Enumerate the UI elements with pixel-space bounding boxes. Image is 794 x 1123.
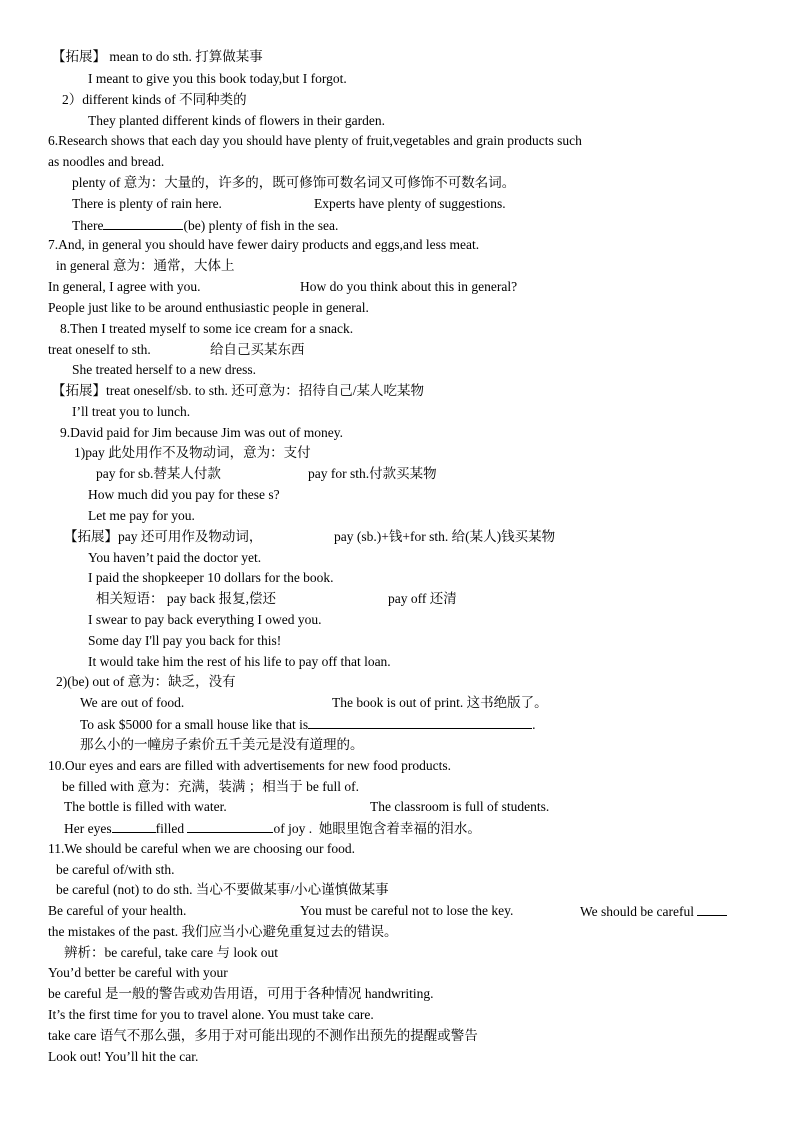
text-line: 【拓展】treat oneself/sb. to sth. 还可意为：招待自己/某人吃某物 [52,383,424,398]
text-line: There is plenty of rain here. [72,196,222,211]
text-line: be careful 是一般的警告或劝告用语，可用于各种情况 handwriting. [48,986,434,1001]
text-line: You haven’t paid the doctor yet. [88,550,262,565]
text-line: 9.David paid for Jim because Jim was out of money. [60,425,343,440]
answer-blank[interactable] [112,820,156,833]
text-line: How do you think about this in general? [300,279,518,294]
text-line [64,820,481,837]
text-line: 7.And, in general you should have fewer dairy products and eggs,and less meat. [48,237,480,252]
text-segment: . [532,717,536,732]
text-line: 辨析：be careful, take care 与 look out [64,945,279,960]
text-line: 1)pay 此处用作不及物动词，意为：支付 [74,445,311,460]
text-line: take care 语气不那么强，多用于对可能出现的不测作出预先的提醒或警告 [48,1028,478,1043]
text-line: 那么小的一幢房子索价五千美元是没有道理的。 [80,737,364,752]
text-segment: To ask $5000 for a small house like that is [80,717,309,732]
text-line: 2）different kinds of 不同种类的 [62,92,247,107]
text-line: pay for sb.替某人付款 [96,466,221,481]
text-line: be filled with 意为：充满，装满 ；相当于 be full of. [62,779,359,794]
text-line: 【拓展】 mean to do sth. 打算做某事 [52,49,263,64]
text-line: Look out! You’ll hit the car. [48,1049,199,1064]
text-line: I swear to pay back everything I owed you. [88,612,322,627]
text-line: 相关短语： pay back 报复,偿还 [96,591,276,606]
text-line: The classroom is full of students. [370,799,550,814]
text-line: 【拓展】pay 还可用作及物动词， [64,529,263,544]
text-line: In general, I agree with you. [48,279,201,294]
answer-blank[interactable] [187,820,273,833]
text-line: I paid the shopkeeper 10 dollars for the book. [88,570,334,585]
text-line: plenty of 意为：大量的，许多的，既可修饰可数名词又可修饰不可数名词。 [72,175,516,190]
text-line: She treated herself to a new dress. [72,362,257,377]
text-line: 给自己买某东西 [210,342,305,357]
text-line: 6.Research shows that each day you should have plenty of fruit,vegetables and grain products such [48,133,582,148]
text-line: be careful of/with sth. [56,862,175,877]
text-line [580,903,727,920]
text-line: be careful (not) to do sth. 当心不要做某事/小心谨慎做某事 [56,882,389,897]
text-line: How much did you pay for these s? [88,487,280,502]
text-line: It’s the first time for you to travel alone. You must take care. [48,1007,374,1022]
text-line: The book is out of print. 这书绝版了。 [332,695,548,710]
text-line: You’d better be careful with your [48,965,228,980]
text-segment: 她眼里饱含着幸福的泪水。 [318,821,481,836]
text-segment: (be) plenty of fish in the sea. [183,218,339,233]
text-segment: We should be careful [580,904,694,919]
text-line: 10.Our eyes and ears are filled with advertisements for new food products. [48,758,451,773]
text-line: The bottle is filled with water. [64,799,227,814]
text-segment: of joy . [273,821,313,836]
text-line: as noodles and bread. [48,154,165,169]
text-line: I meant to give you this book today,but I forgot. [88,71,347,86]
text-line: You must be careful not to lose the key. [300,903,514,918]
answer-blank[interactable] [697,903,727,916]
text-line: in general 意为：通常，大体上 [56,258,235,273]
text-line: It would take him the rest of his life to pay off that loan. [88,654,391,669]
text-segment: filled [155,821,185,836]
text-line: pay for sth.付款买某物 [308,466,437,481]
text-line: They planted different kinds of flowers in their garden. [88,113,386,128]
text-line: pay (sb.)+钱+for sth. 给(某人)钱买某物 [334,529,556,544]
text-segment: There [72,218,104,233]
text-line: treat oneself to sth. [48,342,151,357]
answer-blank[interactable] [308,716,532,729]
text-line: Some day I'll pay you back for this! [88,633,282,648]
text-line: pay off 还清 [388,591,457,606]
text-line: Let me pay for you. [88,508,195,523]
text-line: Experts have plenty of suggestions. [314,196,506,211]
text-line: the mistakes of the past. 我们应当小心避免重复过去的错误。 [48,924,398,939]
text-line: 8.Then I treated myself to some ice cream for a snack. [60,321,354,336]
text-line: 11.We should be careful when we are choosing our food. [48,841,355,856]
answer-blank[interactable] [103,217,183,230]
text-line: We are out of food. [80,695,185,710]
text-line: 2)(be) out of 意为：缺乏，没有 [56,674,236,689]
text-line: Be careful of your health. [48,903,187,918]
text-line [80,716,536,733]
text-line: I’ll treat you to lunch. [72,404,191,419]
text-segment: Her eyes [64,821,112,836]
text-line [72,217,338,234]
text-line: People just like to be around enthusiastic people in general. [48,300,369,315]
